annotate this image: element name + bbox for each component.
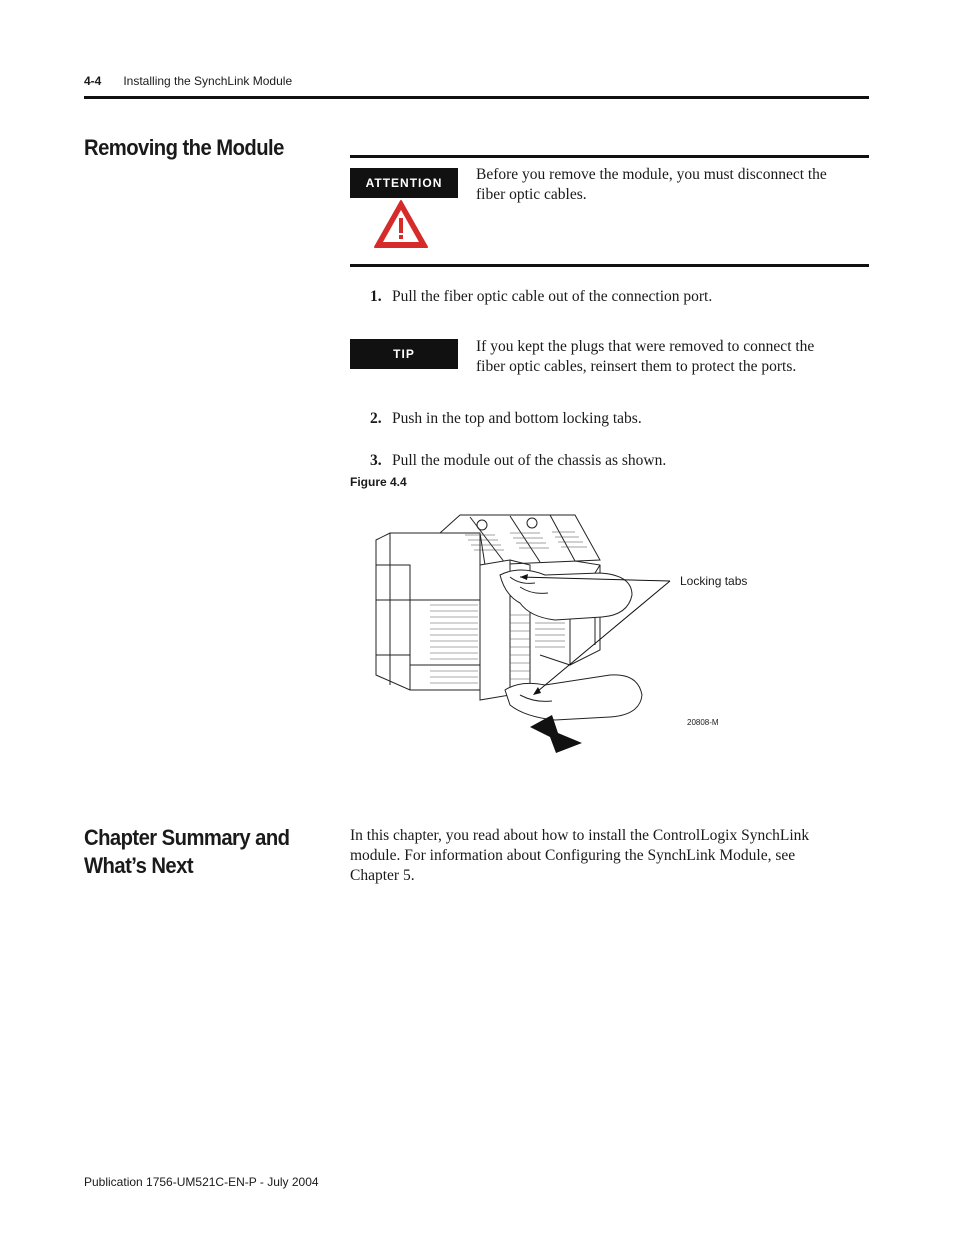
figure-callout-locking-tabs: Locking tabs [680, 574, 748, 588]
summary-paragraph [350, 826, 809, 886]
warning-triangle-icon [372, 198, 430, 250]
attention-text-line: Before you remove the module, you must disconnect the [476, 166, 827, 183]
running-title: Installing the SynchLink Module [123, 74, 293, 88]
step-text: Pull the module out of the chassis as shown. [392, 452, 667, 469]
attention-text-line: fiber optic cables. [476, 186, 587, 203]
step-item [370, 287, 712, 307]
header-rule [84, 96, 869, 99]
figure-caption: Figure 4.4 [350, 475, 407, 489]
attention-top-rule [350, 155, 869, 158]
figure-id: 20808-M [687, 718, 719, 727]
tip-text-line: If you kept the plugs that were removed to connect the [476, 338, 815, 355]
step-number: 1. [370, 288, 382, 305]
page-number: 4-4 [84, 74, 102, 88]
step-text: Push in the top and bottom locking tabs. [392, 410, 642, 427]
tip-text [476, 337, 814, 377]
step-number: 3. [370, 452, 382, 469]
summary-line: Chapter 5. [350, 867, 415, 884]
tip-label: TIP [350, 339, 458, 369]
attention-text [476, 165, 827, 205]
step-item [370, 409, 642, 429]
step-number: 2. [370, 410, 382, 427]
publication-footer: Publication 1756-UM521C-EN-P - July 2004 [84, 1175, 319, 1189]
attention-label: ATTENTION [350, 168, 458, 198]
step-item [370, 451, 666, 471]
tip-text-line: fiber optic cables, reinsert them to protect the ports. [476, 358, 797, 375]
section-heading-line: Chapter Summary and [84, 825, 290, 850]
step-text: Pull the fiber optic cable out of the connection port. [392, 288, 713, 305]
section-heading-removing: Removing the Module [84, 135, 284, 160]
summary-line: module. For information about Configuring the SynchLink Module, see [350, 847, 796, 864]
section-heading-line: What’s Next [84, 853, 194, 878]
section-heading-summary [84, 824, 289, 880]
running-head [84, 74, 292, 88]
attention-bottom-rule [350, 264, 869, 267]
summary-line: In this chapter, you read about how to install the ControlLogix SynchLink [350, 827, 810, 844]
